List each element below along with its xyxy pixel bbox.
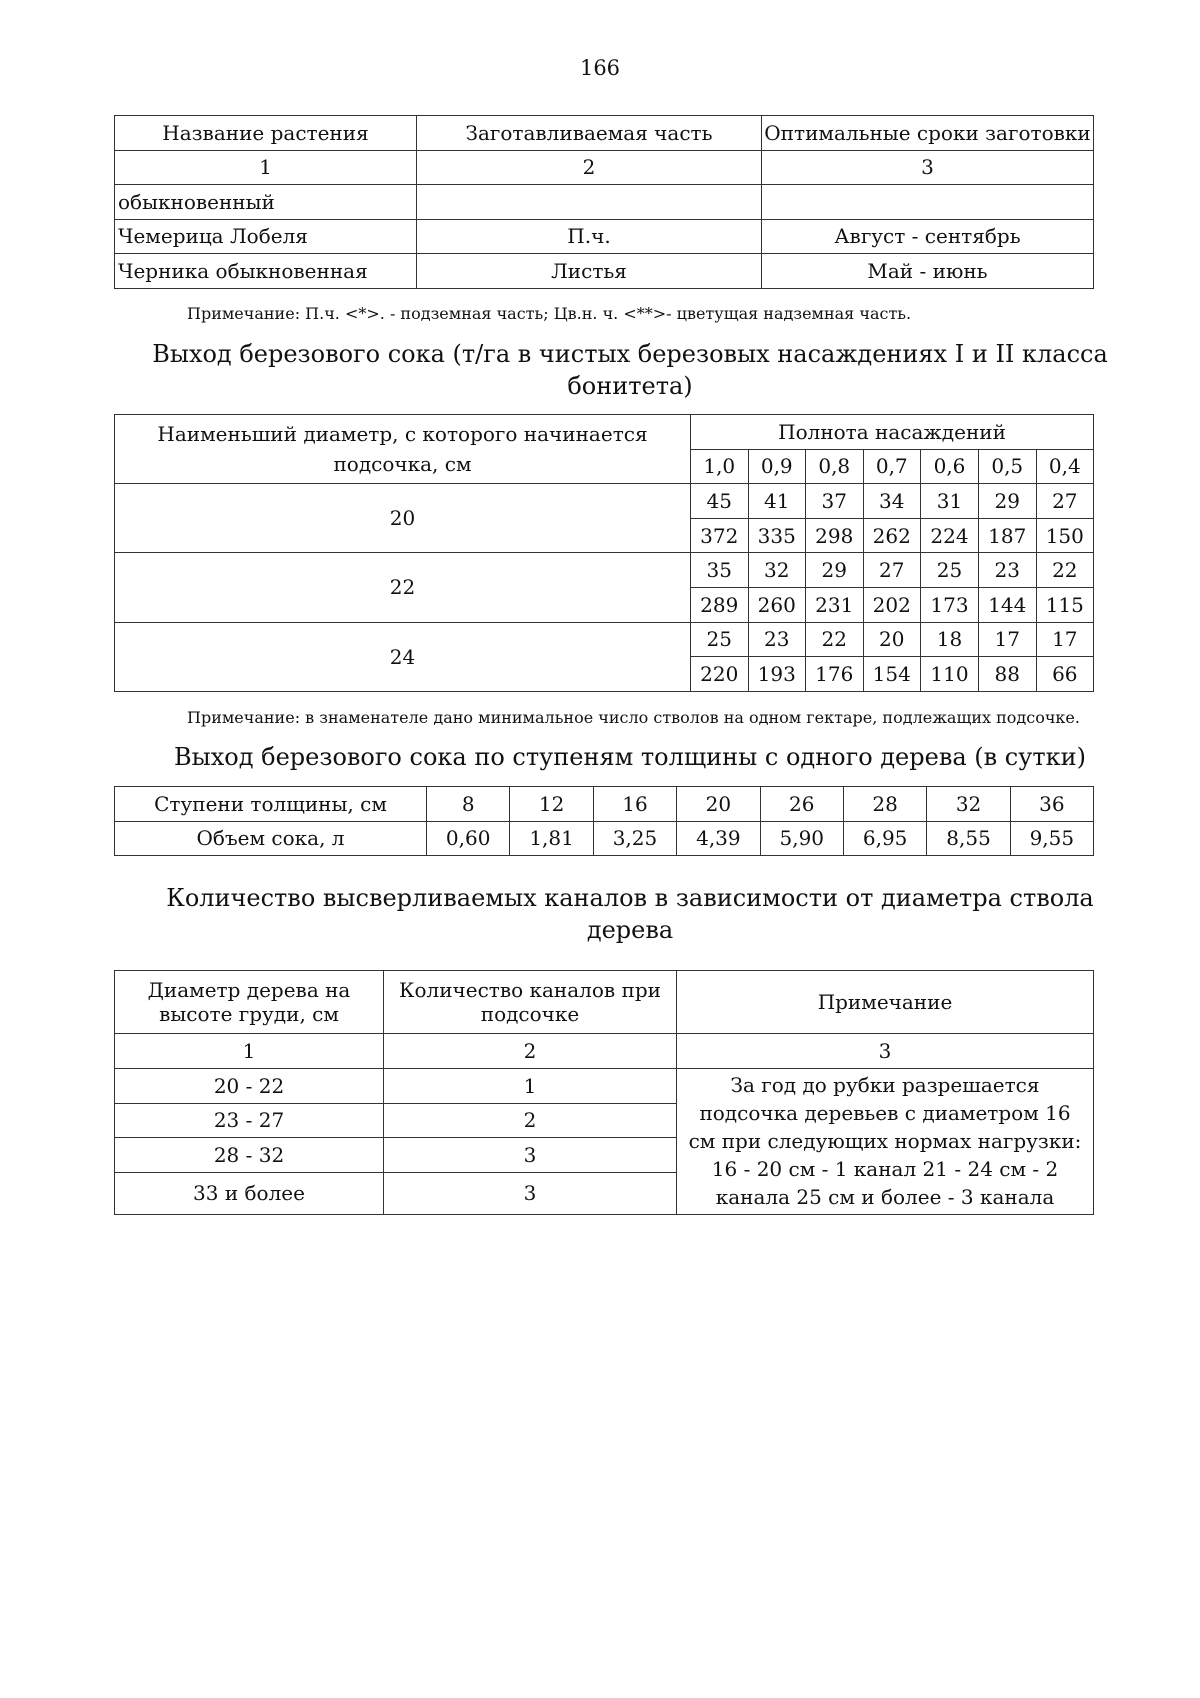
table2-title [150,338,1110,402]
table2-note: Примечание: в знаменателе дано минимальное число стволов на одном гектаре, подлежащих подсочке. [187,708,1080,727]
stems-value: 88 [979,657,1037,692]
drill-channels-table [114,970,1094,1215]
header-cell: Примечание [677,971,1094,1034]
page-number: 166 [579,56,621,80]
stems-value: 154 [863,657,921,692]
stems-value: 224 [921,518,979,553]
stems-value: 176 [806,657,864,692]
density-value: 0,9 [748,449,806,484]
table-header-row [115,415,1094,450]
diameter-range: 33 и более [115,1172,384,1214]
stems-value: 115 [1036,587,1094,622]
table-row [115,553,1094,588]
plant-name: Черника обыкновенная [115,254,417,289]
header-line: высоте груди, см [159,1002,339,1026]
density-header: Полнота насаждений [691,415,1094,450]
yield-value: 22 [1036,553,1094,588]
yield-value: 32 [748,553,806,588]
thickness-value: 32 [927,787,1010,822]
table-row [115,821,1094,856]
min-diameter-header-line2: подсочка, см [333,452,472,477]
plants-harvest-table [114,115,1094,289]
column-number-row [115,150,1094,185]
yield-value: 17 [979,622,1037,657]
diameter-range: 20 - 22 [115,1069,384,1104]
stems-value: 231 [806,587,864,622]
stems-value: 66 [1036,657,1094,692]
min-diameter-header [115,415,691,484]
thickness-value: 28 [843,787,926,822]
sap-volume-value: 8,55 [927,821,1010,856]
column-number-row [115,1034,1094,1069]
density-value: 0,5 [979,449,1037,484]
yield-value: 27 [1036,484,1094,519]
yield-value: 34 [863,484,921,519]
table2-title-line1: Выход березового сока (т/га в чистых березовых насаждениях I и II класса [152,340,1108,368]
table1-note: Примечание: П.ч. <*>. - подземная часть; Цв.н. ч. <**>- цветущая надземная часть. [187,304,912,323]
sap-volume-value: 1,81 [510,821,593,856]
table3-title: Выход березового сока по ступеням толщины с одного дерева (в сутки) [174,743,1086,771]
column-number: 1 [115,1034,384,1069]
sap-volume-value: 6,95 [843,821,926,856]
harvest-period: Август - сентябрь [762,219,1094,254]
yield-value: 35 [691,553,749,588]
remark-cell: За год до рубки разрешается подсочка деревьев с диаметром 16 см при следующих нормах нагрузки: 16 - 20 см - 1 канал 21 - 24 см - 2 канала 25 см и более - 3 канала [677,1069,1094,1215]
column-number: 2 [384,1034,677,1069]
harvest-period: Май - июнь [762,254,1094,289]
table-row [115,484,1094,519]
yield-value: 41 [748,484,806,519]
yield-value: 23 [748,622,806,657]
sap-volume-value: 3,25 [593,821,676,856]
stems-value: 298 [806,518,864,553]
sap-volume-value: 5,90 [760,821,843,856]
channel-count: 3 [384,1172,677,1214]
stems-value: 372 [691,518,749,553]
table-row [115,787,1094,822]
table-row [115,1069,1094,1104]
header-line: Количество каналов при [398,978,662,1002]
table-row [115,185,1094,220]
table-row [115,254,1094,289]
min-diameter-header-line1: Наименьший диаметр, с которого начинается [157,422,648,447]
stems-value: 220 [691,657,749,692]
thickness-value: 12 [510,787,593,822]
diameter-value: 24 [115,622,691,691]
yield-value: 29 [979,484,1037,519]
sap-volume-value: 4,39 [677,821,760,856]
harvest-part: Листья [417,254,762,289]
diameter-value: 22 [115,553,691,622]
table4-title [150,882,1110,946]
yield-value: 20 [863,622,921,657]
yield-value: 31 [921,484,979,519]
density-value: 1,0 [691,449,749,484]
table-header-row [115,971,1094,1034]
thickness-label: Ступени толщины, см [115,787,427,822]
header-cell: Оптимальные сроки заготовки [762,116,1094,151]
header-cell: Заготавливаемая часть [417,116,762,151]
harvest-part [417,185,762,220]
stems-value: 193 [748,657,806,692]
stems-value: 110 [921,657,979,692]
header-cell [115,971,384,1034]
thickness-value: 26 [760,787,843,822]
sap-by-thickness-table [114,786,1094,856]
thickness-value: 36 [1010,787,1093,822]
sap-volume-value: 0,60 [427,821,510,856]
channel-count: 2 [384,1103,677,1138]
yield-value: 25 [921,553,979,588]
yield-value: 18 [921,622,979,657]
table4-title-line1: Количество высверливаемых каналов в зависимости от диаметра ствола [166,884,1094,912]
stems-value: 289 [691,587,749,622]
stems-value: 260 [748,587,806,622]
diameter-range: 28 - 32 [115,1138,384,1173]
yield-value: 23 [979,553,1037,588]
yield-value: 22 [806,622,864,657]
header-cell: Название растения [115,116,417,151]
table-row [115,622,1094,657]
diameter-range: 23 - 27 [115,1103,384,1138]
header-cell [384,971,677,1034]
diameter-value: 20 [115,484,691,553]
table4-title-line2: дерева [586,916,674,944]
density-value: 0,4 [1036,449,1094,484]
thickness-value: 8 [427,787,510,822]
stems-value: 202 [863,587,921,622]
yield-value: 29 [806,553,864,588]
stems-value: 262 [863,518,921,553]
thickness-value: 16 [593,787,676,822]
sap-volume-value: 9,55 [1010,821,1093,856]
thickness-value: 20 [677,787,760,822]
channel-count: 3 [384,1138,677,1173]
stems-value: 150 [1036,518,1094,553]
table-header-row [115,116,1094,151]
harvest-part: П.ч. [417,219,762,254]
column-number: 3 [762,150,1094,185]
channel-count: 1 [384,1069,677,1104]
yield-value: 27 [863,553,921,588]
sap-volume-label: Объем сока, л [115,821,427,856]
stems-value: 144 [979,587,1037,622]
plant-name: Чемерица Лобеля [115,219,417,254]
stems-value: 335 [748,518,806,553]
density-value: 0,7 [863,449,921,484]
density-value: 0,6 [921,449,979,484]
birch-sap-yield-table [114,414,1094,692]
plant-name: обыкновенный [115,185,417,220]
column-number: 3 [677,1034,1094,1069]
column-number: 1 [115,150,417,185]
stems-value: 187 [979,518,1037,553]
header-line: подсочке [480,1002,580,1026]
table2-title-line2: бонитета) [567,372,693,400]
density-value: 0,8 [806,449,864,484]
table-row [115,219,1094,254]
header-line: Диаметр дерева на [147,978,351,1002]
yield-value: 25 [691,622,749,657]
stems-value: 173 [921,587,979,622]
harvest-period [762,185,1094,220]
yield-value: 17 [1036,622,1094,657]
yield-value: 45 [691,484,749,519]
yield-value: 37 [806,484,864,519]
column-number: 2 [417,150,762,185]
